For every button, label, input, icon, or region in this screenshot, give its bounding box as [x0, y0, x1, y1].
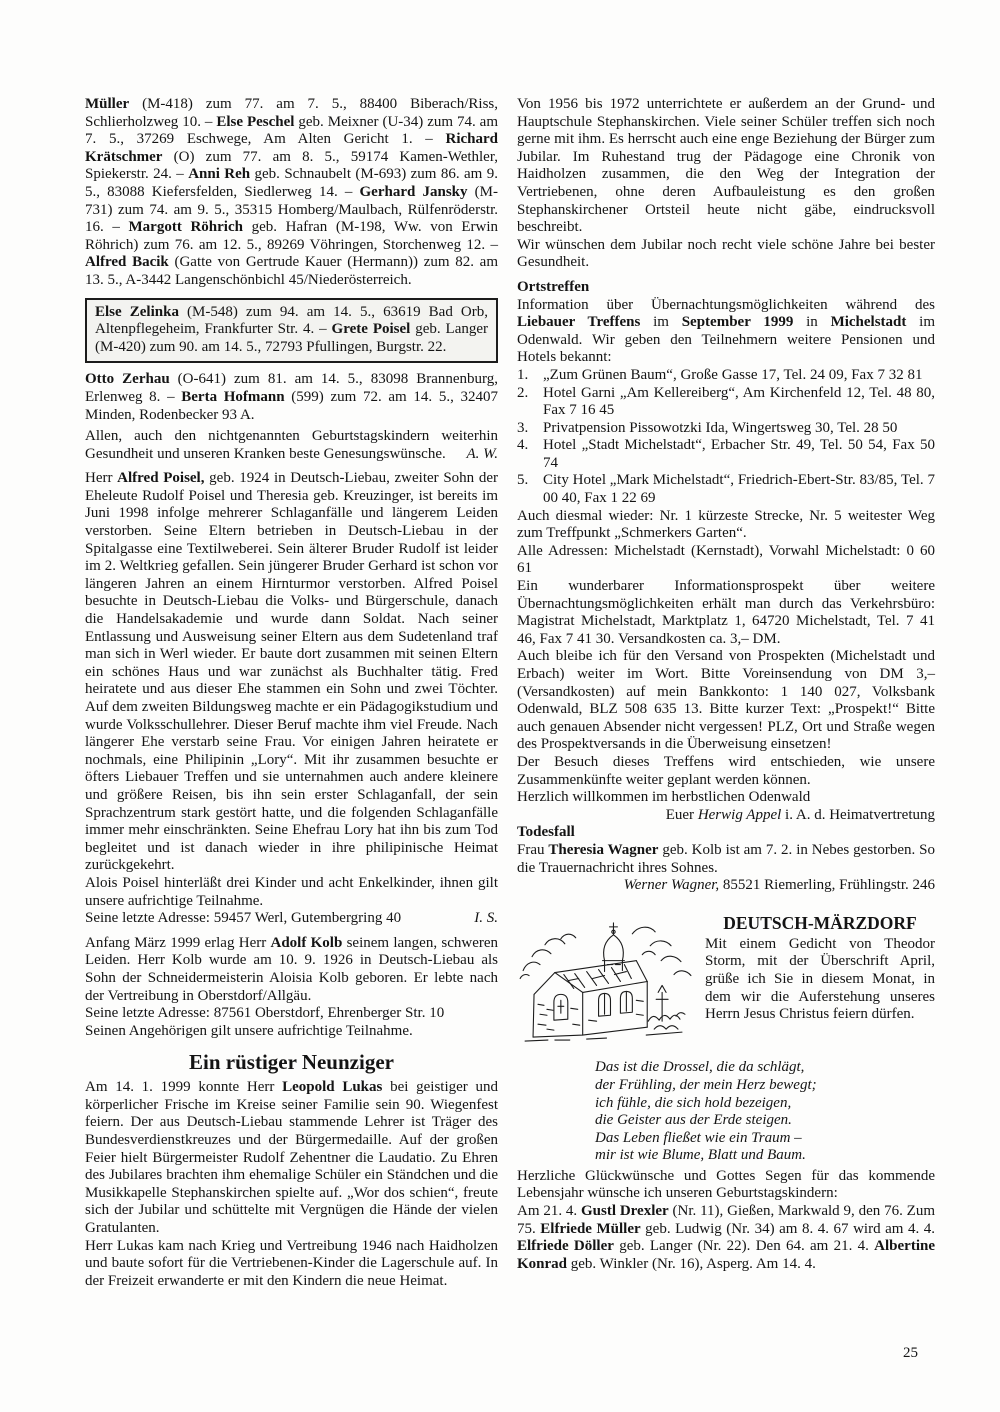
hotel-list-item	[517, 385, 935, 420]
right-column	[517, 96, 935, 1273]
maerzdorf-text-block	[701, 909, 935, 1054]
maerzdorf-section	[517, 909, 935, 1054]
wagner-signature-line: Werner Wagner, 85521 Riemerling, Frühlingstr. 246	[623, 877, 935, 894]
route-note: Auch diesmal wieder: Nr. 1 kürzeste Strecke, Nr. 5 weitester Weg zum Treffpunkt „Schmerkers Garten“.	[517, 507, 935, 542]
poem-line: ich fühle, die sich hold bezeigen,	[595, 1094, 792, 1111]
hotel-number: 2.	[517, 384, 529, 401]
prospekt-paragraph: Ein wunderbarer Informationsprospekt über weitere Übernachtungsmöglichkeiten erhält man durch das Verkehrsbüro: Magistrat Michelstadt, Marktplatz 1, 64720 Michelstadt, Tel. 7 41 46, Fax 7 41 30. Versandkosten ca. 3,– DM.	[517, 578, 935, 647]
addresses-note: Alle Adressen: Michelstadt (Kernstadt), Vorwahl Michelstadt: 0 60 61	[517, 542, 935, 577]
poisel-address-line	[85, 910, 498, 928]
hotel-text: City Hotel „Mark Michelstadt“, Friedrich-Ebert-Str. 83/85, Tel. 7 00 40, Fax 1 22 69	[543, 472, 935, 507]
author-initials-2: I. S.	[474, 910, 498, 927]
wishes-text: Allen, auch den nichtgenannten Geburtstagskindern weiterhin Gesundheit und unseren Kranken beste Genesungswünsche.	[85, 428, 498, 462]
hotel-text: Privatpension Pissowotzki Ida, Wingertsweg 30, Tel. 28 50	[543, 419, 898, 436]
page-number: 25	[903, 1345, 918, 1361]
hotel-number: 1.	[517, 366, 529, 383]
lukas-paragraph-1: Am 14. 1. 1999 konnte Herr Leopold Lukas bei geistiger und körperlicher Frische im Kreise seiner Familie sein 90. Wiegenfest feiern. Der aus Deutsch-Liebau stammende Lehrer ist Träger des Bundesverdienstkreuzes und der Bürgermedaille. Auf der großen Feier hielt Bürgermeister Rudolf Zehentner die Laudatio. Zu Ehren des Jubilares brachten ihm ehemalige Schüler ein Ständchen und die Musikkapelle Stephanskirchen spielte auf. „Wor dos schien“, freute sich der Jubilar und schüttelte mit Vergnügen die Hände der vielen Gratulanten.	[85, 1079, 498, 1237]
poem-line: mir ist wie Blume, Blatt und Baum.	[595, 1147, 806, 1164]
hotel-number: 3.	[517, 419, 529, 436]
birthday-list-paragraph-2: Otto Zerhau (O-641) zum 81. am 14. 5., 83098 Brannenburg, Erlenweg 8. – Berta Hofmann (599) zum 72. am 14. 5., 32407 Minden, Rodenbecker 93 A.	[85, 371, 498, 423]
poem-line: Das Leben fließet wie ein Traum –	[595, 1129, 802, 1146]
wishes-paragraph	[85, 428, 498, 463]
left-column	[85, 96, 498, 1290]
church-sketch	[517, 909, 701, 1054]
poisel-address-text: Seine letzte Adresse: 59457 Werl, Gutembergring 40	[85, 910, 402, 927]
hotel-list-item	[517, 367, 935, 385]
poem-line: die Geister aus der Erde steigen.	[595, 1112, 792, 1129]
hotel-list	[517, 367, 935, 508]
boxed-birthday-text: Else Zelinka (M-548) zum 94. am 14. 5., 63619 Bad Orb, Altenpflegeheim, Frankfurter Str. 4. – Grete Poisel geb. Langer (M-420) zum 90. am 14. 5., 72793 Pfullingen, Burgstr. 22.	[95, 303, 488, 355]
hotel-list-item	[517, 437, 935, 472]
lukas-paragraph-3: Von 1956 bis 1972 unterrichtete er außerdem an der Grund- und Hauptschule Stephanskirchen. Viele seiner Schüler treffen sich noch gerne mit ihm. Es herrscht auch eine enge Beziehung der Bürger zum Jubilar. Im Ruhestand trug der Pädagoge eine Chronik von Haidholzen zusammen, die den Weg der Integration der Vertriebenen, ohne deren Aufbauleistung es den großen Stephanskirchener Ortsteil heute nicht gäbe, eindrucksvoll beschreibt.	[517, 96, 935, 236]
author-initials: A. W.	[456, 446, 498, 464]
ortstreffen-intro: Information über Übernachtungsmöglichkeiten während des Liebauer Treffens im September 1999 in Michelstadt im Odenwald. Wir geben den Teilnehmern weitere Pensionen und Hotels bekannt:	[517, 296, 935, 366]
hotel-number: 5.	[517, 472, 529, 489]
poem-line: der Frühling, der mein Herz bewegt;	[595, 1076, 817, 1093]
maerzdorf-heading: DEUTSCH-MÄRZDORF	[723, 912, 917, 933]
welcome-line: Herzlich willkommen im herbstlichen Odenwald	[517, 789, 811, 806]
church-illustration	[517, 909, 701, 1048]
poisel-children-line: Alois Poisel hinterläßt drei Kinder und acht Enkelkinder, ihnen gilt unsere aufrichtige Teilnahme.	[85, 874, 498, 909]
storm-poem	[595, 1059, 935, 1165]
todesfall-paragraph: Frau Theresia Wagner geb. Kolb ist am 7. 2. in Nebes gestorben. So die Trauernachricht ihres Sohnes.	[517, 841, 935, 876]
appel-signature-line: Euer Herwig Appel i. A. d. Heimatvertretung	[665, 806, 935, 823]
kolb-obituary-paragraph: Anfang März 1999 erlag Herr Adolf Kolb seinem langen, schweren Leiden. Herr Kolb wurde am 10. 9. 1926 in Deutsch-Liebau als Sohn der Schneidermeisterin Aloisia Kolb geboren. Er lebte nach der Vertreibung in Oberstdorf/Allgäu.	[85, 934, 498, 1004]
hotel-text: Hotel Garni „Am Kellereiberg“, Am Kirchenfeld 12, Tel. 48 80, Fax 7 16 45	[543, 384, 935, 419]
todesfall-heading: Todesfall	[517, 824, 575, 841]
hotel-text: „Zum Grünen Baum“, Große Gasse 17, Tel. 24 09, Fax 7 32 81	[543, 366, 923, 383]
maerzdorf-birthdays-paragraph: Am 21. 4. Gustl Drexler (Nr. 11), Gießen, Markwald 9, den 76. Zum 75. Elfriede Müller geb. Ludwig (Nr. 34) am 8. 4. 67 wird am 4. 4. Elfriede Döller geb. Langer (Nr. 22). Den 64. am 21. 4. Albertine Konrad geb. Winkler (Nr. 16), Asperg. Am 14. 4.	[517, 1203, 935, 1272]
hotel-number: 4.	[517, 437, 529, 454]
hotel-text: Hotel „Stadt Michelstadt“, Erbacher Str. 49, Tel. 50 54, Fax 50 74	[543, 437, 935, 471]
hotel-list-item	[517, 420, 935, 438]
hotel-list-item	[517, 472, 935, 507]
kolb-address-line: Seine letzte Adresse: 87561 Oberstdorf, Ehrenberger Str. 10	[85, 1005, 445, 1022]
boxed-birthday-note	[85, 298, 498, 364]
versand-paragraph: Auch bleibe ich für den Versand von Prospekten (Michelstadt und Erbach) weiter im Wort. Bitte Voreinsendung von DM 3,– (Versandkosten) auf mein Bankkonto: 1 140 027, Volksbank Odenwald, BLZ 508 635 13. Bitte kurzer Text: „Prospekt!“ Bitte auch genauen Absender nicht vergessen! PLZ, Ort und Straße wegen des Prospektversands in die Überweisung einsetzen!	[517, 648, 935, 753]
neunziger-heading: Ein rüstiger Neunziger	[189, 1050, 394, 1075]
lukas-paragraph-2: Herr Lukas kam nach Krieg und Vertreibung 1946 nach Haidholzen und baute sofort für die Vertriebenen-Kinder die Lagerschule auf. In der Freizeit erwanderte er mit den Kindern die neue Heimat.	[85, 1237, 498, 1289]
maerzdorf-wishes-paragraph: Herzliche Glückwünsche und Gottes Segen für das kommende Lebensjahr wünsche ich unseren Geburtstagskindern:	[517, 1167, 935, 1202]
kolb-condolence-line: Seinen Angehörigen gilt unsere aufrichtige Teilnahme.	[85, 1022, 413, 1039]
besuch-paragraph: Der Besuch dieses Treffens wird entschieden, wie unsere Zusammenkünfte weiter geplant werden können.	[517, 753, 935, 788]
poem-line: Das ist die Drossel, die da schlägt,	[595, 1059, 805, 1076]
lukas-wishes-line: Wir wünschen dem Jubilar noch recht viele schöne Jahre bei bester Gesundheit.	[517, 236, 935, 271]
birthday-list-paragraph: Müller (M-418) zum 77. am 7. 5., 88400 Biberach/Riss, Schlierholzweg 10. – Else Peschel geb. Meixner (U-34) zum 74. am 7. 5., 37269 Eschwege, Am Alten Gericht 1. – Richard Krätschmer (O) zum 77. am 8. 5., 59174 Kamen-Wethler, Spiekerstr. 24. – Anni Reh geb. Schnaubelt (M-693) zum 86. am 9. 5., 83088 Kiefersfelden, Siedlerweg 14. – Gerhard Jansky (M-731) zum 74. am 9. 5., 35315 Homberg/Maulbach, Rülfenröderstr. 16. – Margott Röhrich geb. Hafran (M-198, Ww. von Erwin Röhrich) zum 76. am 12. 5., 89269 Vöhringen, Storchenweg 12. – Alfred Bacik (Gatte von Gertrude Kauer (Hermann)) zum 82. am 13. 5., A-3442 Langenschönbichl 45/Niederösterreich.	[85, 96, 499, 288]
maerzdorf-intro: Mit einem Gedicht von Theodor Storm, mit der Überschrift April, grüße ich Sie in diesem Monat, in dem wir die Auferstehung unseres Herrn Jesus Christus feiern dürfen.	[705, 935, 935, 1023]
ortstreffen-heading: Ortstreffen	[517, 278, 590, 295]
poisel-obituary-paragraph: Herr Alfred Poisel, geb. 1924 in Deutsch-Liebau, zweiter Sohn der Eheleute Rudolf Poisel und Theresia geb. Kreuzinger, ist bereits im Juni 1998 infolge mehrerer Schlaganfälle und längerem Leiden verstorben. Seine Eltern betrieben in Deutsch-Liebau in der Spitalgasse eine Textilweberei. Sein älterer Bruder Rudolf ist leider im 2. Weltkrieg gefallen. Sein jüngerer Bruder Gerhard ist schon vor längeren Jahren an einem Hirnturmor verstorben. Alfred Poisel besuchte in Deutsch-Liebau die Volks- und Bürgerschule, danach die Handelsakademie und wurde dann Soldat. Nach seiner Entlassung und Ausweisung seiner Eltern aus dem Sudetenland traf man sich in Werl wieder. Er baute dort zusammen mit seinen Eltern ein schönes Haus und war zunächst als Buchhalter tätig. Fred heiratete und aus dieser Ehe stammen ein Sohn und zwei Töchter. Auf dem zweiten Bildungsweg machte er ein Pädagogikstudium und wurde Volksschullehrer. Dieser Beruf machte ihm viel Freude. Nach längerer Ehe verstarb seine Frau. Vor einigen Jahren heiratete er nochmals, eine Philipinin „Lory“. Mit ihr zusammen besuchte er öfters Liebauer Treffen und sie unternahmen auch andere kleinere und größere Reisen, bis ihn sein erster Schlaganfall, der sein Sprachzentrum stark gestört hatte, und die folgenden Schlaganfälle immer mehr einschränkten. Seine Ehefrau Lory hat ihn bis zum Tod begleitet und ist danach wieder in ihre philipinische Heimat zurückgekehrt.	[85, 470, 499, 874]
